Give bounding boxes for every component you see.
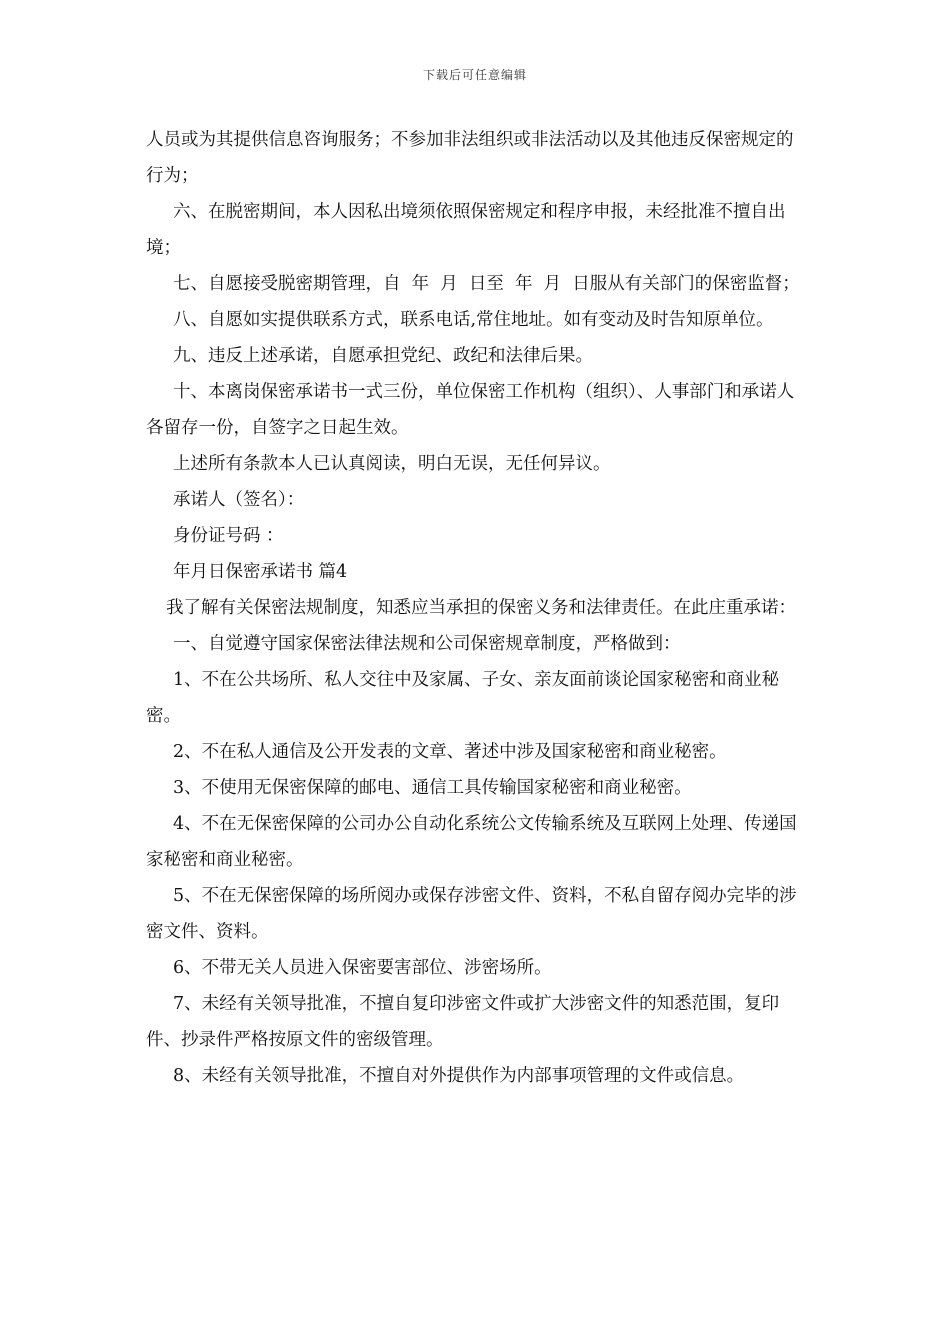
paragraph-7: 上述所有条款本人已认真阅读，明白无误，无任何异议。 [173,454,611,474]
paragraph-4: 八、自愿如实提供联系方式，联系电话,常住地址。如有变动及时告知原单位。 [173,310,774,330]
paragraph-5: 九、违反上述承诺，自愿承担党纪、政纪和法律后果。 [173,346,593,366]
list-item-7: 7、未经有关领导批准，不擅自复印涉密文件或扩大涉密文件的知悉范围，复印件、抄录件严格按原文件的密级管理。 [146,994,780,1050]
list-item-2: 2、不在私人通信及公开发表的文章、著述中涉及国家秘密和商业秘密。 [173,742,727,762]
paragraph-6: 十、本离岗保密承诺书一式三份，单位保密工作机构（组织）、人事部门和承诺人各留存一份，自签字之日起生效。 [146,382,795,438]
list-item-8: 8、未经有关领导批准，不擅自对外提供作为内部事项管理的文件或信息。 [173,1066,745,1086]
section-title: 年月日保密承诺书 篇4 [173,562,348,582]
paragraph-3: 七、自愿接受脱密期管理，自 年 月 日至 年 月 日服从有关部门的保密监督； [173,274,800,294]
signature-line: 承诺人（签名）： [173,490,305,510]
page-header: 下载后可任意编辑 [422,68,527,82]
id-number-line: 身份证号码 ： [173,526,284,546]
document-body [146,122,806,1094]
list-item-5: 5、不在无保密保障的场所阅办或保存涉密文件、资料，不私自留存阅办完毕的涉密文件、资料。 [146,886,797,942]
paragraph-intro: 我了解有关保密法规制度，知悉应当承担的保密义务和法律责任。在此庄重承诺： [166,598,796,618]
list-item-3: 3、不使用无保密保障的邮电、通信工具传输国家秘密和商业秘密。 [173,778,692,798]
paragraph-1: 人员或为其提供信息咨询服务；不参加非法组织或非法活动以及其他违反保密规定的行为； [146,130,794,186]
paragraph-12: 一、自觉遵守国家保密法律法规和公司保密规章制度，严格做到： [173,634,681,654]
paragraph-2: 六、在脱密期间，本人因私出境须依照保密规定和程序申报，未经批准不擅自出境； [146,202,786,258]
list-item-1: 1、不在公共场所、私人交往中及家属、子女、亲友面前谈论国家秘密和商业秘密。 [146,670,780,726]
list-item-6: 6、不带无关人员进入保密要害部位、涉密场所。 [173,958,552,978]
list-item-4: 4、不在无保密保障的公司办公自动化系统公文传输系统及互联网上处理、传递国家秘密和商业秘密。 [146,814,797,870]
